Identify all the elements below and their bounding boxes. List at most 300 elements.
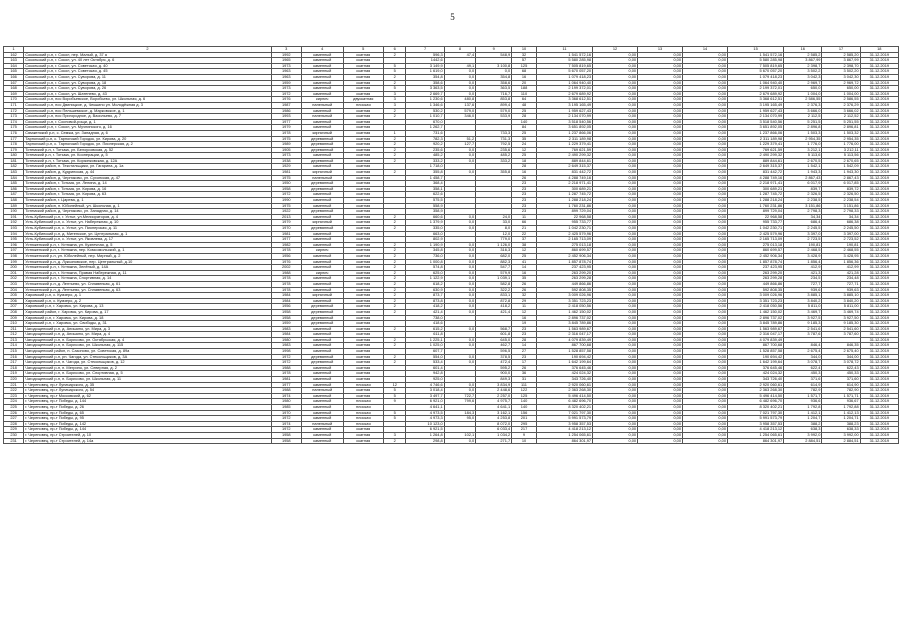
table-cell: 867 700,68 bbox=[727, 343, 783, 349]
table-cell: 95,0 bbox=[444, 416, 475, 422]
table-cell: каменный bbox=[301, 192, 343, 198]
table-cell: 205 bbox=[4, 293, 24, 299]
table-cell: 0,00 bbox=[593, 52, 638, 58]
table-cell: 596,5 bbox=[476, 349, 512, 355]
table-cell: 214 bbox=[4, 343, 24, 349]
table-cell: 5 251,5 bbox=[784, 119, 822, 125]
table-cell: 592 808,35 bbox=[536, 287, 592, 293]
table-cell: 0,00 bbox=[683, 198, 728, 204]
table-cell: 1958 bbox=[271, 309, 301, 315]
table-cell: 0,00 bbox=[683, 158, 728, 164]
table-cell: 166 bbox=[4, 74, 24, 80]
table-cell: 31.12.2019 bbox=[860, 158, 898, 164]
table-cell: 0,00 bbox=[683, 153, 728, 159]
table-cell: 1 943,3 bbox=[784, 170, 822, 176]
table-cell: 2 245,5 bbox=[784, 226, 822, 232]
table-cell: 1981 bbox=[271, 170, 301, 176]
address-cell: г. Череповец, пр-т Победы, д. 95 bbox=[24, 416, 271, 422]
table-cell: 31.12.2019 bbox=[860, 220, 898, 226]
table-cell: 0,00 bbox=[638, 281, 683, 287]
table-cell: скатная bbox=[343, 119, 383, 125]
table-cell: скатная bbox=[343, 304, 383, 310]
table-cell: скатная bbox=[343, 360, 383, 366]
table-cell: 0,00 bbox=[638, 203, 683, 209]
table-cell: 0,0 bbox=[444, 253, 475, 259]
table-cell: скатная bbox=[343, 69, 383, 75]
table-cell: деревянный bbox=[301, 226, 343, 232]
table-cell: 295 bbox=[512, 421, 537, 427]
table-cell: 0,00 bbox=[593, 382, 638, 388]
table-cell: 200 bbox=[4, 265, 24, 271]
table-cell: 3 845 789,86 bbox=[727, 321, 783, 327]
table-cell: 17 bbox=[512, 360, 537, 366]
table-cell: каменный bbox=[301, 371, 343, 377]
table-cell: 25 bbox=[512, 108, 537, 114]
table-cell: 4 079 839,49 bbox=[536, 337, 592, 343]
table-cell: кирпич bbox=[301, 270, 343, 276]
table-cell: каменный bbox=[301, 74, 343, 80]
table-cell: 1 225,1 bbox=[406, 337, 444, 343]
table-cell: 368,4 bbox=[406, 181, 444, 187]
table-cell: 1 034,2 bbox=[476, 432, 512, 438]
table-cell: 354,8 bbox=[406, 74, 444, 80]
table-cell: 0,00 bbox=[683, 119, 728, 125]
table-cell: 388,2 bbox=[784, 421, 822, 427]
column-number: 17 bbox=[822, 47, 860, 53]
table-cell: 2 954,35 bbox=[784, 136, 822, 142]
table-cell: 371,60 bbox=[822, 377, 860, 383]
table-cell: каменный bbox=[301, 416, 343, 422]
table-cell: 164 bbox=[4, 63, 24, 69]
table-cell: скатная bbox=[343, 125, 383, 131]
table-cell: 220 bbox=[4, 377, 24, 383]
table-cell: 0,0 bbox=[444, 248, 475, 254]
table-cell: 792,5 bbox=[476, 142, 512, 148]
table-cell: скатная bbox=[343, 209, 383, 215]
table-cell: 3 428,9 bbox=[784, 253, 822, 259]
table-cell: 2 134 070,99 bbox=[727, 114, 783, 120]
table-cell: 0,00 bbox=[638, 158, 683, 164]
table-cell: 611,8 bbox=[406, 332, 444, 338]
table-cell: 208 bbox=[4, 309, 24, 315]
table-cell: 0,00 bbox=[638, 80, 683, 86]
table-cell: 35 bbox=[512, 276, 537, 282]
table-cell: 31.12.2019 bbox=[860, 114, 898, 120]
table-cell: 0,00 bbox=[638, 393, 683, 399]
table-cell: 1 857 878,74 bbox=[536, 259, 592, 265]
table-cell: 733,3 bbox=[476, 130, 512, 136]
table-cell: 2 586,55 bbox=[822, 97, 860, 103]
table-cell: 3 368 612,51 bbox=[536, 97, 592, 103]
table-cell: 579,9 bbox=[476, 270, 512, 276]
table-cell: 2 425 579,96 bbox=[727, 231, 783, 237]
table-cell: деревянный bbox=[301, 181, 343, 187]
table-cell: 31.12.2019 bbox=[860, 416, 898, 422]
table-cell: 343 726,40 bbox=[536, 377, 592, 383]
table-cell: двускатная bbox=[343, 97, 383, 103]
table-cell: 0,00 bbox=[683, 186, 728, 192]
table-cell: 0,00 bbox=[683, 231, 728, 237]
table-cell: панельный bbox=[301, 102, 343, 108]
table-cell: 0,00 bbox=[593, 393, 638, 399]
table-cell: 0,00 bbox=[593, 119, 638, 125]
table-cell: 2 257,0 bbox=[476, 393, 512, 399]
table-cell: 31.12.2019 bbox=[860, 58, 898, 64]
table-cell: 618,2 bbox=[406, 281, 444, 287]
table-cell: 191 bbox=[4, 214, 24, 220]
table-cell: 0,0 bbox=[444, 69, 475, 75]
table-cell: 0,00 bbox=[683, 86, 728, 92]
table-cell: 2 238,54 bbox=[822, 198, 860, 204]
table-cell: 31.12.2019 bbox=[860, 270, 898, 276]
table-cell: деревянный bbox=[301, 354, 343, 360]
table-cell: 3 151,86 bbox=[822, 203, 860, 209]
table-cell: 0,00 bbox=[683, 309, 728, 315]
column-number: 9 bbox=[476, 47, 512, 53]
table-cell: 2 bbox=[384, 248, 406, 254]
table-cell: 0,0 bbox=[444, 86, 475, 92]
table-cell: 625,0 bbox=[406, 270, 444, 276]
table-cell: 450,3 bbox=[784, 371, 822, 377]
table-cell: 0,00 bbox=[593, 114, 638, 120]
table-cell: кирпичный bbox=[301, 220, 343, 226]
table-cell: скатная bbox=[343, 253, 383, 259]
table-cell: 7 021 797,30 bbox=[727, 410, 783, 416]
table-cell: 0,00 bbox=[593, 259, 638, 265]
table-cell: 1963 bbox=[271, 69, 301, 75]
table-cell: каменный bbox=[301, 86, 343, 92]
table-cell: 111 bbox=[512, 382, 537, 388]
table-cell: 0,0 bbox=[444, 304, 475, 310]
table-cell: 1977 bbox=[271, 119, 301, 125]
table-cell: 190 bbox=[4, 209, 24, 215]
table-cell: 2 675,40 bbox=[822, 349, 860, 355]
column-number: 15 bbox=[727, 47, 783, 53]
table-cell: 736,0 bbox=[406, 253, 444, 259]
table-cell: 1 856,4 bbox=[784, 259, 822, 265]
table-cell: 4 288 749,16 bbox=[727, 175, 783, 181]
table-cell: 3 502,20 bbox=[822, 69, 860, 75]
table-cell: 0,00 bbox=[683, 326, 728, 332]
table-cell: 839,7 bbox=[784, 186, 822, 192]
table-cell: 4 418 213,12 bbox=[727, 427, 783, 433]
table-cell: 0,00 bbox=[638, 209, 683, 215]
table-cell: 1 288 218,24 bbox=[727, 198, 783, 204]
table-cell: скатная bbox=[343, 226, 383, 232]
table-cell: 2 bbox=[384, 265, 406, 271]
table-cell: 0,00 bbox=[638, 416, 683, 422]
column-number: 10 bbox=[512, 47, 537, 53]
table-cell: 450,33 bbox=[822, 371, 860, 377]
table-cell: 26 bbox=[512, 287, 537, 293]
table-cell: 955 733,77 bbox=[727, 220, 783, 226]
table-cell: каменный bbox=[301, 214, 343, 220]
table-cell: 0,00 bbox=[593, 214, 638, 220]
table-cell: 769 621,59 bbox=[727, 147, 783, 153]
table-cell: 23 bbox=[512, 192, 537, 198]
table-cell: 31.12.2019 bbox=[860, 265, 898, 271]
table-cell: 2 bbox=[384, 293, 406, 299]
table-cell: 165 bbox=[4, 69, 24, 75]
table-cell: 204 bbox=[4, 287, 24, 293]
table-cell: 237 423,95 bbox=[727, 265, 783, 271]
table-cell: 0,00 bbox=[593, 371, 638, 377]
address-cell: Сокольский р-н, г. Сокол, ул. Суворова, д. 18 bbox=[24, 80, 271, 86]
table-cell: 0,00 bbox=[593, 237, 638, 243]
table-cell: 6 017,85 bbox=[822, 181, 860, 187]
table-cell: 23 bbox=[512, 326, 537, 332]
table-cell: 5 251,55 bbox=[822, 119, 860, 125]
table-cell: скатная bbox=[343, 192, 383, 198]
table-cell: 31.12.2019 bbox=[860, 399, 898, 405]
table-cell: 0,00 bbox=[683, 298, 728, 304]
table-cell: 27 bbox=[512, 349, 537, 355]
table-cell: каменный bbox=[301, 405, 343, 411]
table-cell: 0,00 bbox=[638, 304, 683, 310]
table-cell: 0,00 bbox=[638, 388, 683, 394]
table-cell: 34,34 bbox=[784, 214, 822, 220]
table-cell: 199 bbox=[4, 259, 24, 265]
table-cell: 533,9 bbox=[476, 114, 512, 120]
address-cell: Сокольский р-н, г. Сокол, ул. Суворова, д. 26 bbox=[24, 86, 271, 92]
table-cell: 31.12.2019 bbox=[860, 438, 898, 444]
table-cell: 0,00 bbox=[593, 130, 638, 136]
table-cell: 12,0 bbox=[476, 231, 512, 237]
table-cell: 1 346,6 bbox=[406, 102, 444, 108]
table-cell: 31.12.2019 bbox=[860, 253, 898, 259]
table-row bbox=[4, 438, 899, 444]
table-cell: 873,8 bbox=[406, 298, 444, 304]
table-cell: 300 689,21 bbox=[727, 186, 783, 192]
address-cell: г. Череповец, пр-т Луначарского, д. 35 bbox=[24, 382, 271, 388]
table-cell: 31.12.2019 bbox=[860, 130, 898, 136]
table-cell: 0,00 bbox=[683, 97, 728, 103]
table-cell: 3 151,86 bbox=[784, 203, 822, 209]
table-cell: 0,0 bbox=[444, 337, 475, 343]
table-cell: скатная bbox=[343, 186, 383, 192]
address-cell: г. Череповец, пр-т Победы, д. 144 bbox=[24, 427, 271, 433]
table-cell: 2 723,5 bbox=[784, 237, 822, 243]
table-cell: кирпич bbox=[301, 97, 343, 103]
table-cell: 388,23 bbox=[822, 421, 860, 427]
table-cell: 4 418 213,12 bbox=[536, 427, 592, 433]
table-cell: 0,00 bbox=[683, 365, 728, 371]
table-cell: 0,00 bbox=[683, 209, 728, 215]
table-cell: 1 528 857,58 bbox=[536, 349, 592, 355]
table-cell: 2 679 689,92 bbox=[727, 91, 783, 97]
table-cell: деревянный bbox=[301, 309, 343, 315]
table-cell: 0,00 bbox=[593, 253, 638, 259]
table-cell: 1 287 745,72 bbox=[536, 192, 592, 198]
table-cell: 0,00 bbox=[593, 315, 638, 321]
table-cell: 1442,6 bbox=[406, 58, 444, 64]
table-cell: 218 bbox=[4, 365, 24, 371]
table-cell: 2 670,65 bbox=[822, 158, 860, 164]
table-cell: 0,00 bbox=[593, 388, 638, 394]
table-cell: 846,35 bbox=[822, 343, 860, 349]
table-cell: 125 bbox=[512, 63, 537, 69]
table-cell: 1 542,09 bbox=[822, 164, 860, 170]
table-cell: деревянный bbox=[301, 304, 343, 310]
table-cell: 2013 bbox=[271, 214, 301, 220]
table-cell: 31.12.2019 bbox=[860, 52, 898, 58]
table-cell: 2 112,5 bbox=[784, 114, 822, 120]
table-cell: 0,0 bbox=[444, 147, 475, 153]
table-cell: каменный bbox=[301, 237, 343, 243]
table-cell: 0,00 bbox=[638, 360, 683, 366]
table-cell: 727,71 bbox=[822, 281, 860, 287]
table-cell: 16 bbox=[512, 74, 537, 80]
table-cell: 2 316 047,17 bbox=[727, 332, 783, 338]
table-cell: 3 162,1 bbox=[476, 410, 512, 416]
table-cell: 31.12.2019 bbox=[860, 337, 898, 343]
table-cell: 31.12.2019 bbox=[860, 231, 898, 237]
table-cell: 0,00 bbox=[593, 63, 638, 69]
table-cell: 3 397,00 bbox=[822, 231, 860, 237]
table-cell: скатная bbox=[343, 214, 383, 220]
table-cell: 31.12.2019 bbox=[860, 203, 898, 209]
table-cell: скатная bbox=[343, 130, 383, 136]
table-cell: 28 bbox=[512, 164, 537, 170]
table-cell: 0,0 bbox=[444, 158, 475, 164]
table-cell: 31.12.2019 bbox=[860, 181, 898, 187]
table-cell: 1 959 627,43 bbox=[727, 108, 783, 114]
table-cell: 0,00 bbox=[683, 226, 728, 232]
table-cell: 1980 bbox=[271, 399, 301, 405]
table-cell: 0,00 bbox=[638, 270, 683, 276]
table-cell: каменный bbox=[301, 52, 343, 58]
table-cell: 3 885,10 bbox=[822, 293, 860, 299]
table-cell: 839,72 bbox=[822, 186, 860, 192]
table-cell: скатная bbox=[343, 427, 383, 433]
table-cell: 5 991 573,79 bbox=[727, 416, 783, 422]
table-cell: 3 992,0 bbox=[784, 432, 822, 438]
table-cell: 1 541 572,16 bbox=[536, 52, 592, 58]
table-cell: скатная bbox=[343, 259, 383, 265]
table-cell: 210 bbox=[4, 321, 24, 327]
table-cell: 2 311 189,98 bbox=[536, 136, 592, 142]
table-cell: каменный bbox=[301, 432, 343, 438]
table-cell: скатная bbox=[343, 293, 383, 299]
table-cell: 650,00 bbox=[822, 86, 860, 92]
table-cell: 0,00 bbox=[683, 136, 728, 142]
address-cell: Тотемский район, д. Черняково, ул. Сухонская, д. 47 bbox=[24, 175, 271, 181]
table-cell: 173 bbox=[4, 114, 24, 120]
table-cell: 3 958 357,53 bbox=[536, 421, 592, 427]
table-cell: 3 bbox=[384, 432, 406, 438]
table-cell: 1 571,7 bbox=[784, 393, 822, 399]
table-cell: 31.12.2019 bbox=[860, 382, 898, 388]
table-cell: скатная bbox=[343, 181, 383, 187]
table-cell: 2 585,2 bbox=[784, 52, 822, 58]
table-cell: каменный bbox=[301, 438, 343, 444]
table-cell: 31.12.2019 bbox=[860, 309, 898, 315]
table-cell: 0,00 bbox=[593, 438, 638, 444]
table-cell: 25 bbox=[512, 130, 537, 136]
table-cell: 31.12.2019 bbox=[860, 142, 898, 148]
address-cell: Усть-Кубинский р-н, с. Устье, ул. Набережная, д. 10 bbox=[24, 220, 271, 226]
table-cell: 5 bbox=[384, 63, 406, 69]
table-cell: 127,7 bbox=[444, 142, 475, 148]
table-cell: 1990 bbox=[271, 198, 301, 204]
table-cell: 1 064 940,40 bbox=[536, 80, 592, 86]
table-cell: 738,0 bbox=[406, 315, 444, 321]
table-cell: 0,00 bbox=[638, 186, 683, 192]
table-cell: 0,00 bbox=[683, 52, 728, 58]
table-cell: 3 212,1 bbox=[784, 147, 822, 153]
table-cell: 122 bbox=[512, 388, 537, 394]
table-cell: 0,00 bbox=[593, 276, 638, 282]
table-cell: 936,6 bbox=[784, 399, 822, 405]
table-cell: каменный bbox=[301, 203, 343, 209]
table-cell: 1 288 218,24 bbox=[536, 198, 592, 204]
table-cell: 0,0 bbox=[444, 360, 475, 366]
table-cell: 1978 bbox=[271, 276, 301, 282]
table-cell: каменный bbox=[301, 410, 343, 416]
table-cell: 188 bbox=[512, 86, 537, 92]
table-cell: 0,00 bbox=[683, 410, 728, 416]
table-cell: каменный bbox=[301, 332, 343, 338]
table-cell: каменный bbox=[301, 80, 343, 86]
table-cell: 263 299,20 bbox=[727, 270, 783, 276]
table-cell: 0,00 bbox=[683, 427, 728, 433]
table-cell: 533,4 bbox=[406, 360, 444, 366]
table-cell: 622,43 bbox=[822, 365, 860, 371]
table-cell: 3 018,4 bbox=[406, 388, 444, 394]
table-cell: 925,0 bbox=[406, 377, 444, 383]
table-cell: скатная bbox=[343, 220, 383, 226]
table-cell: 0,00 bbox=[638, 102, 683, 108]
table-cell: 2 bbox=[384, 354, 406, 360]
table-cell: 2 bbox=[384, 153, 406, 159]
table-cell: 2 649 315,37 bbox=[727, 164, 783, 170]
table-cell: 0,00 bbox=[593, 337, 638, 343]
table-cell: 1976 bbox=[271, 259, 301, 265]
table-cell: 0,00 bbox=[593, 175, 638, 181]
table-cell: 10 123,0 bbox=[406, 421, 444, 427]
table-cell: 3 840,2 bbox=[784, 298, 822, 304]
table-cell: 0,00 bbox=[638, 326, 683, 332]
table-cell: 14 bbox=[512, 265, 537, 271]
table-cell: 3 363,5 bbox=[406, 86, 444, 92]
table-cell: 663,0 bbox=[406, 231, 444, 237]
table-cell: 889 844,61 bbox=[727, 158, 783, 164]
table-cell: 0,0 bbox=[444, 265, 475, 271]
table-cell: скатная bbox=[343, 326, 383, 332]
table-cell: 177 bbox=[4, 136, 24, 142]
table-cell: скатная bbox=[343, 349, 383, 355]
table-cell: 32 bbox=[512, 293, 537, 299]
table-cell: 31.12.2019 bbox=[860, 410, 898, 416]
table-cell: 412,99 bbox=[822, 265, 860, 271]
table-cell: скатная bbox=[343, 315, 383, 321]
table-cell: 3 351 723,23 bbox=[536, 298, 592, 304]
table-cell: скатная bbox=[343, 298, 383, 304]
table-cell: 1977 bbox=[271, 382, 301, 388]
table-cell: 2 586,55 bbox=[784, 97, 822, 103]
table-cell: 0,00 bbox=[593, 142, 638, 148]
table-cell: 2 bbox=[384, 298, 406, 304]
table-cell: 0,00 bbox=[683, 181, 728, 187]
table-cell: 6 921,5 bbox=[406, 427, 444, 433]
table-cell: скатная bbox=[343, 343, 383, 349]
column-number: 16 bbox=[784, 47, 822, 53]
table-cell: 802,9 bbox=[406, 237, 444, 243]
table-cell: деревянный bbox=[301, 136, 343, 142]
table-cell: 1 379,9 bbox=[406, 220, 444, 226]
table-cell: 16 bbox=[512, 315, 537, 321]
table-cell: 0,00 bbox=[683, 337, 728, 343]
